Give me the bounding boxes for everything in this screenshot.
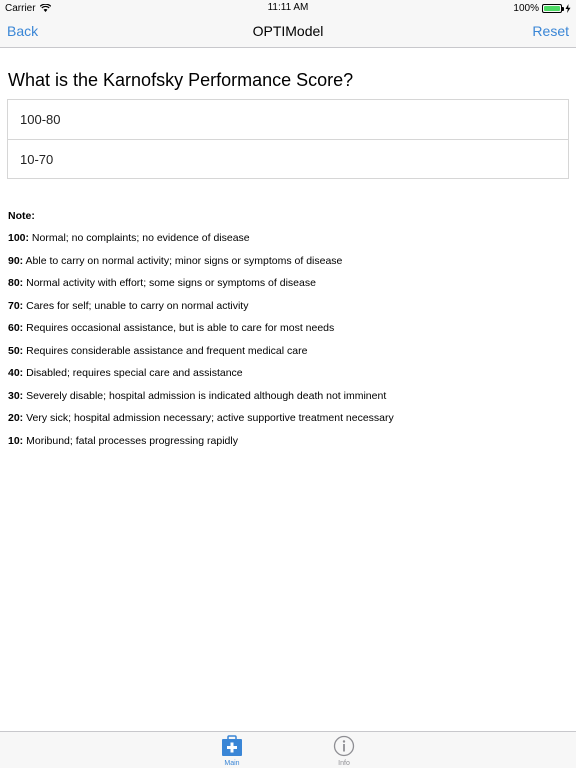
wifi-icon [40,4,51,12]
note-text: Cares for self; unable to carry on normal activity [23,299,249,312]
note-score: 70: [8,299,24,312]
note-item [8,321,394,344]
note-text: Disabled; requires special care and assistance [23,367,243,379]
option-100-80[interactable]: 100-80 [20,112,61,127]
note-score: 100: [8,232,30,244]
battery-fill [544,6,560,11]
notes-heading: Note: [8,210,35,222]
battery-percent: 100% [513,2,539,14]
medical-kit-icon [221,735,243,757]
note-score: 20: [8,412,24,424]
note-score: 60: [8,322,24,334]
answer-options [7,99,569,179]
note-item [8,389,394,412]
battery-icon [542,4,562,13]
tab-info-label: Info [338,760,350,767]
note-score: 10: [8,434,24,447]
note-text: Normal activity with effort; some signs or symptoms of disease [23,277,316,289]
note-text: Requires occasional assistance, but is able to care for most needs [23,322,335,334]
tab-main[interactable] [212,735,252,767]
tab-main-label: Main [224,760,240,767]
note-item [8,411,394,434]
status-time: 11:11 AM [267,2,309,13]
note-item [8,344,394,367]
note-item [8,366,394,389]
note-item [8,299,394,322]
note-score: 80: [8,277,24,289]
note-score: 40: [8,367,24,379]
option-10-70[interactable]: 10-70 [8,139,568,178]
note-text: Normal; no complaints; no evidence of disease [29,232,250,244]
question-title: What is the Karnofsky Performance Score? [8,70,354,90]
battery-cap [562,7,564,11]
note-score: 30: [8,389,24,402]
note-score: 90: [8,254,24,267]
navigation-bar [0,16,576,48]
nav-title: OPTIModel [252,23,324,39]
notes-section [8,209,394,456]
tab-info[interactable] [324,735,364,767]
note-text: Very sick; hospital admission necessary; active supportive treatment necessary [23,412,394,424]
back-button[interactable]: Back [7,23,39,39]
status-right [513,3,571,14]
note-score: 50: [8,344,24,357]
note-item [8,231,394,254]
status-bar [0,0,576,16]
charging-bolt-icon [565,4,571,13]
note-text: Requires considerable assistance and frequent medical care [23,344,308,357]
reset-button[interactable]: Reset [532,23,569,39]
status-left [5,3,51,14]
note-item [8,276,394,299]
note-item [8,434,394,457]
note-text: Able to carry on normal activity; minor signs or symptoms of disease [23,254,343,267]
carrier-label: Carrier [5,2,36,14]
note-text: Severely disable; hospital admission is indicated although death not imminent [23,389,387,402]
note-text: Moribund; fatal processes progressing rapidly [23,434,238,447]
note-item [8,254,394,277]
info-icon [333,735,355,757]
tab-bar [0,731,576,768]
